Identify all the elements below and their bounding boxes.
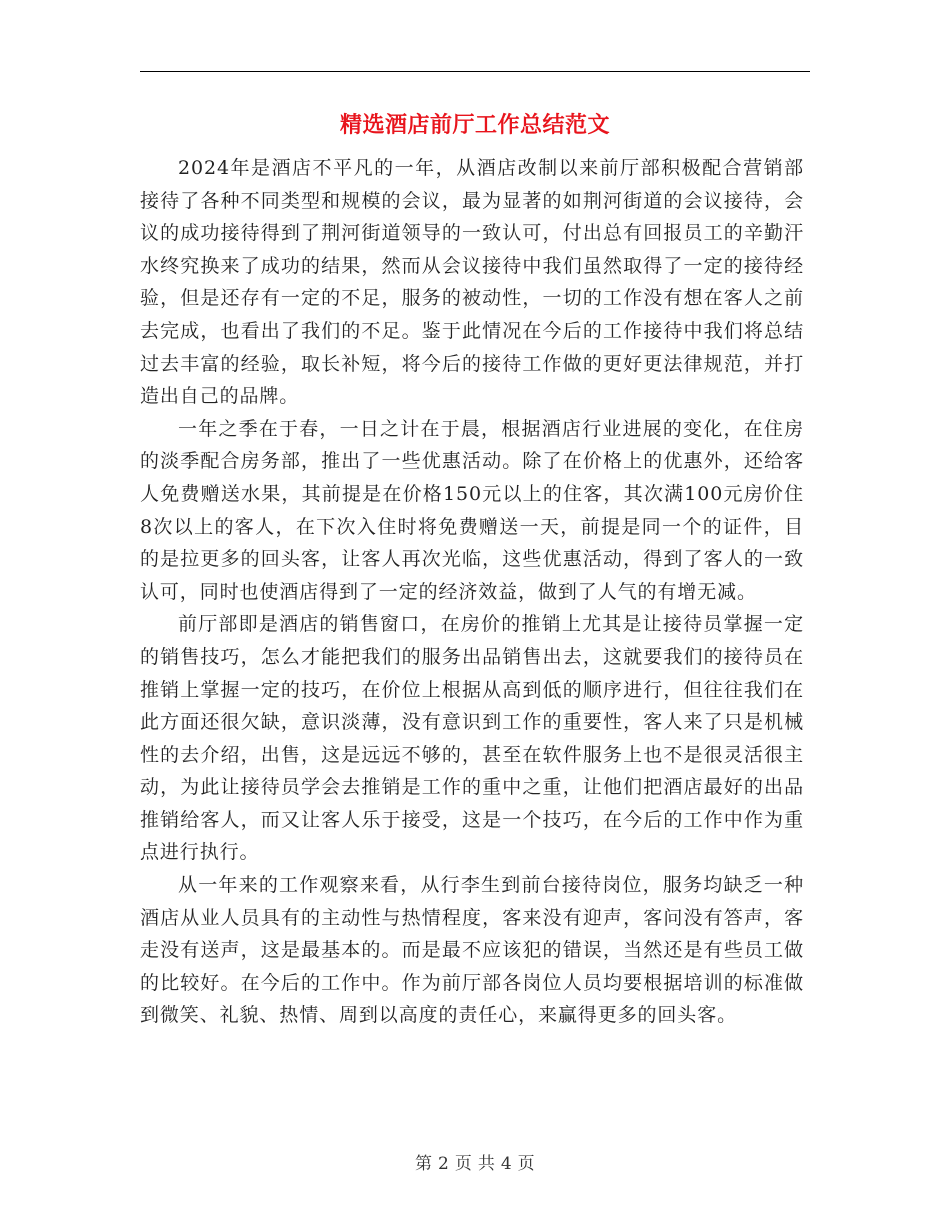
page-footer bbox=[140, 1152, 810, 1176]
paragraph-1: 2024年是酒店不平凡的一年，从酒店改制以来前厅部积极配合营销部接待了各种不同类型和规模的会议，最为显著的如荆河街道的会议接待，会议的成功接待得到了荆河街道领导的一致认可，付出总有回报员工的辛勤汗水终究换来了成功的结果，然而从会议接待中我们虽然取得了一定的接待经验，但是还存有一定的不足，服务的被动性，一切的工作没有想在客人之前去完成，也看出了我们的不足。鉴于此情况在今后的工作接待中我们将总结过去丰富的经验，取长补短，将今后的接待工作做的更好更法律规范，并打造出自己的品牌。 bbox=[140, 157, 804, 408]
page-number-label: 第 2 页 共 4 页 bbox=[415, 1154, 535, 1174]
document-body bbox=[140, 152, 804, 1032]
paragraph-3: 前厅部即是酒店的销售窗口，在房价的推销上尤其是让接待员掌握一定的销售技巧，怎么才能把我们的服务出品销售出去，这就要我们的接待员在推销上掌握一定的技巧，在价位上根据从高到低的顺序进行，但往往我们在此方面还很欠缺，意识淡薄，没有意识到工作的重要性，客人来了只是机械性的去介绍，出售，这是远远不够的，甚至在软件服务上也不是很灵活很主动，为此让接待员学会去推销是工作的重中之重，让他们把酒店最好的出品推销给客人，而又让客人乐于接受，这是一个技巧，在今后的工作中作为重点进行执行。 bbox=[140, 613, 804, 864]
paragraph-4: 从一年来的工作观察来看，从行李生到前台接待岗位，服务均缺乏一种酒店从业人员具有的主动性与热情程度，客来没有迎声，客问没有答声，客走没有送声，这是最基本的。而是最不应该犯的错误，当然还是有些员工做的比较好。在今后的工作中。作为前厅部各岗位人员均要根据培训的标准做到微笑、礼貌、热情、周到以高度的责任心，来赢得更多的回头客。 bbox=[140, 874, 804, 1027]
document-title: 精选酒店前厅工作总结范文 bbox=[339, 112, 610, 138]
paragraph-2: 一年之季在于春，一日之计在于晨，根据酒店行业进展的变化，在住房的淡季配合房务部，推出了一些优惠活动。除了在价格上的优惠外，还给客人免费赠送水果，其前提是在价格150元以上的住客，其次满100元房价住8次以上的客人，在下次入住时将免费赠送一天，前提是同一个的证件，目的是拉更多的回头客，让客人再次光临，这些优惠活动，得到了客人的一致认可，同时也使酒店得到了一定的经济效益，做到了人气的有增无减。 bbox=[140, 417, 804, 603]
header-rule bbox=[140, 71, 810, 72]
